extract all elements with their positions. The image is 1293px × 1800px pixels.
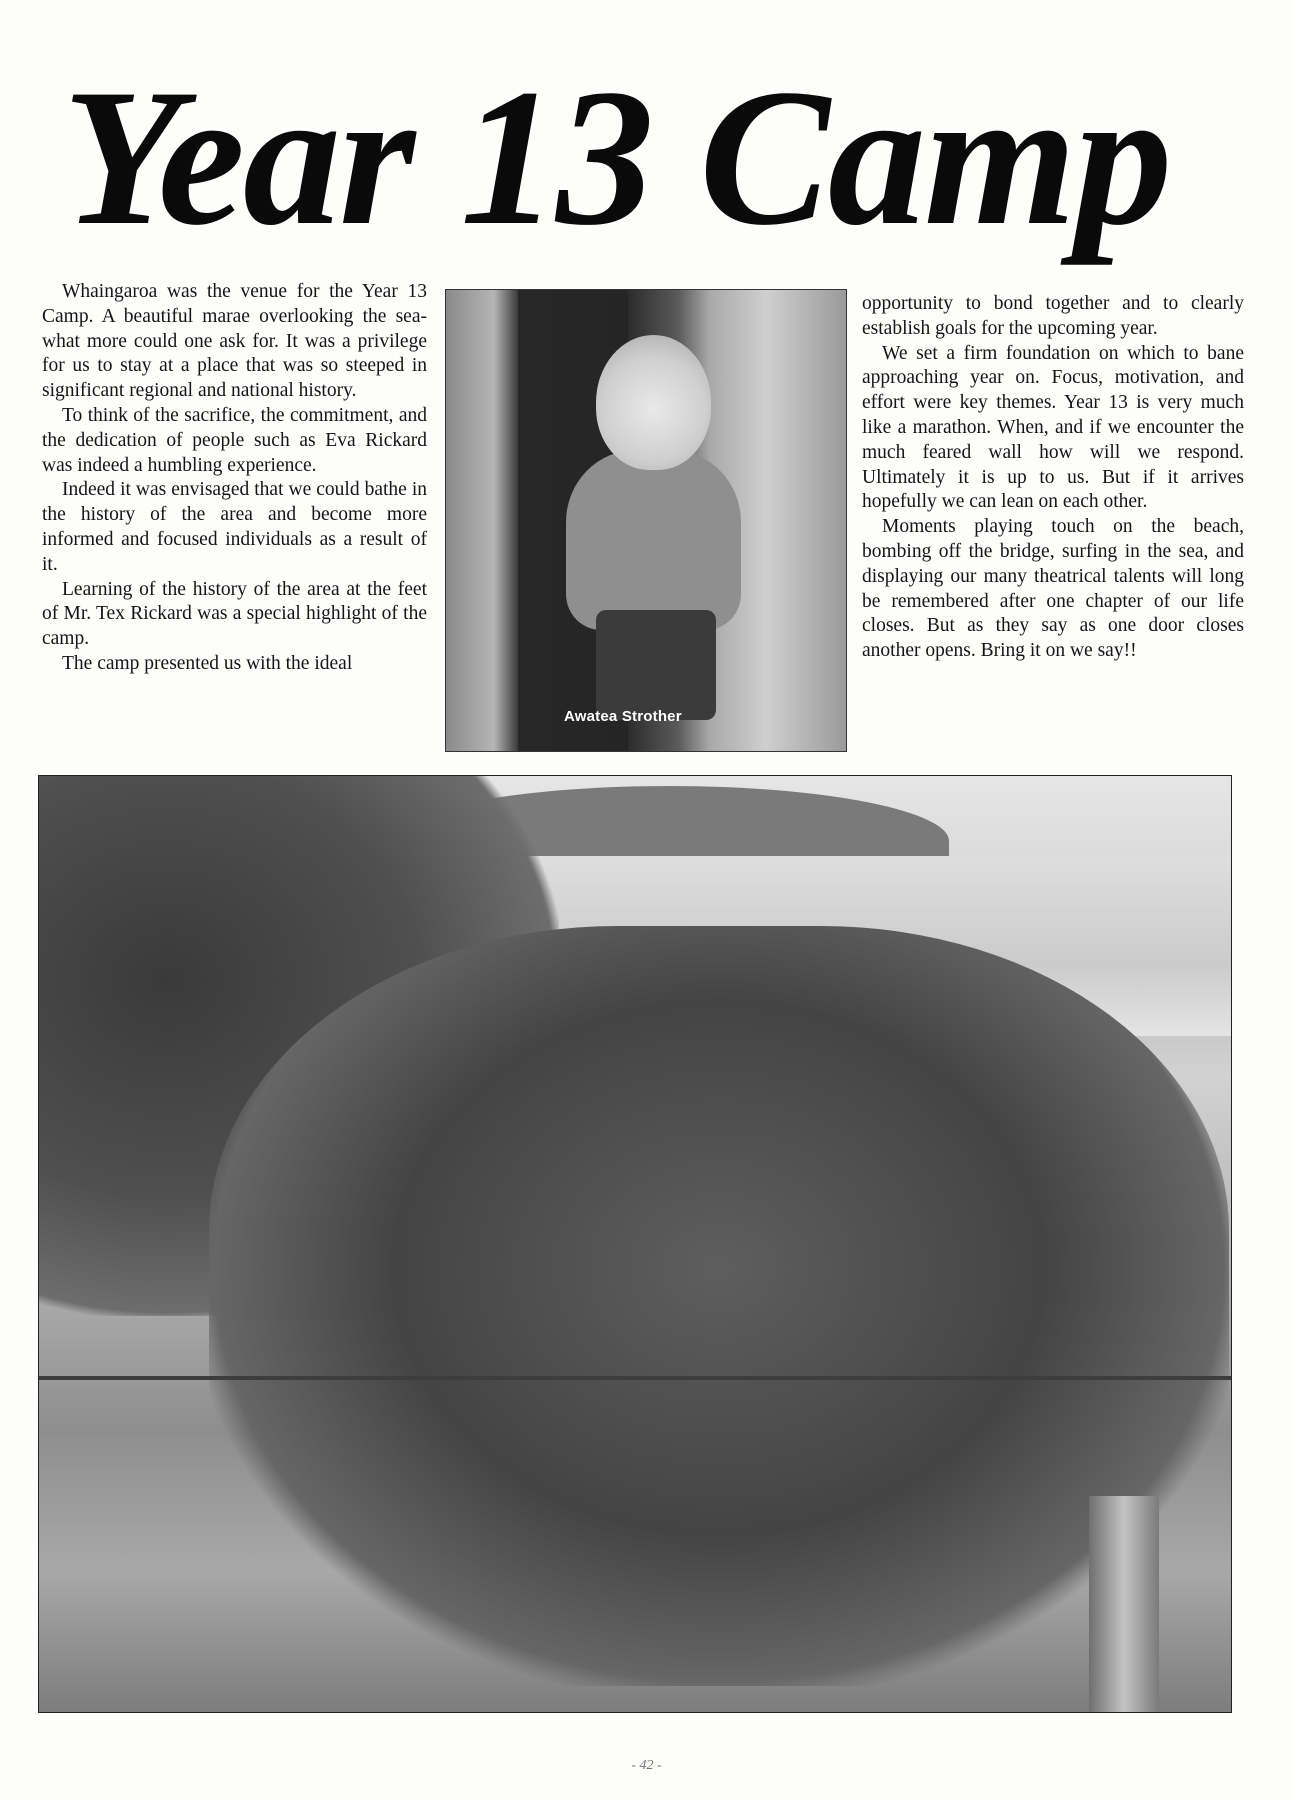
right-text-column [862,292,1244,664]
page-title: Year 13 Camp [62,49,1171,266]
photo-caption: Awatea Strother [564,708,682,725]
left-text-column [42,280,427,677]
photo-child-body [566,450,741,630]
paragraph: Learning of the history of the area at the feet of Mr. Tex Rickard was a special highlight of the camp. [42,578,427,650]
paragraph: opportunity to bond together and to clearly establish goals for the upcoming year. [862,293,1244,339]
paragraph: Indeed it was envisaged that we could bathe in the history of the area and become more informed and focused individuals as a result of it. [42,479,427,575]
photo-rope-rail [39,1376,1231,1380]
paragraph: Moments playing touch on the beach, bombing off the bridge, surfing in the sea, and displaying our many theatrical talents will long be remembered after one chapter of our life closes. But as they say as one door closes another opens. Bring it on we say!! [862,516,1244,662]
paragraph: The camp presented us with the ideal [62,652,353,674]
paragraph: We set a firm foundation on which to bane approaching year on. Focus, motivation, and effort were key themes. Year 13 is very much like a marathon. When, and if we encounter the much feared wall how will we respond. Ultimately it is up to us. But if it arrives hopefully we can lean on each other. [862,342,1244,513]
group-photo [38,775,1232,1713]
paragraph: Whaingaroa was the venue for the Year 13 Camp. A beautiful marae overlooking the sea-what more could one ask for. It was a privilege for us to stay at a place that was so steeped in significant regional and national history. [42,281,427,402]
child-photo [445,289,847,752]
photo-student-group [209,926,1229,1686]
photo-wooden-post [1089,1496,1159,1712]
page-number: - 42 - [631,1758,662,1773]
photo-child-face [596,335,711,470]
photo-child-legs [596,610,716,720]
paragraph: To think of the sacrifice, the commitment, and the dedication of people such as Eva Rickard was indeed a humbling experience. [42,404,427,476]
